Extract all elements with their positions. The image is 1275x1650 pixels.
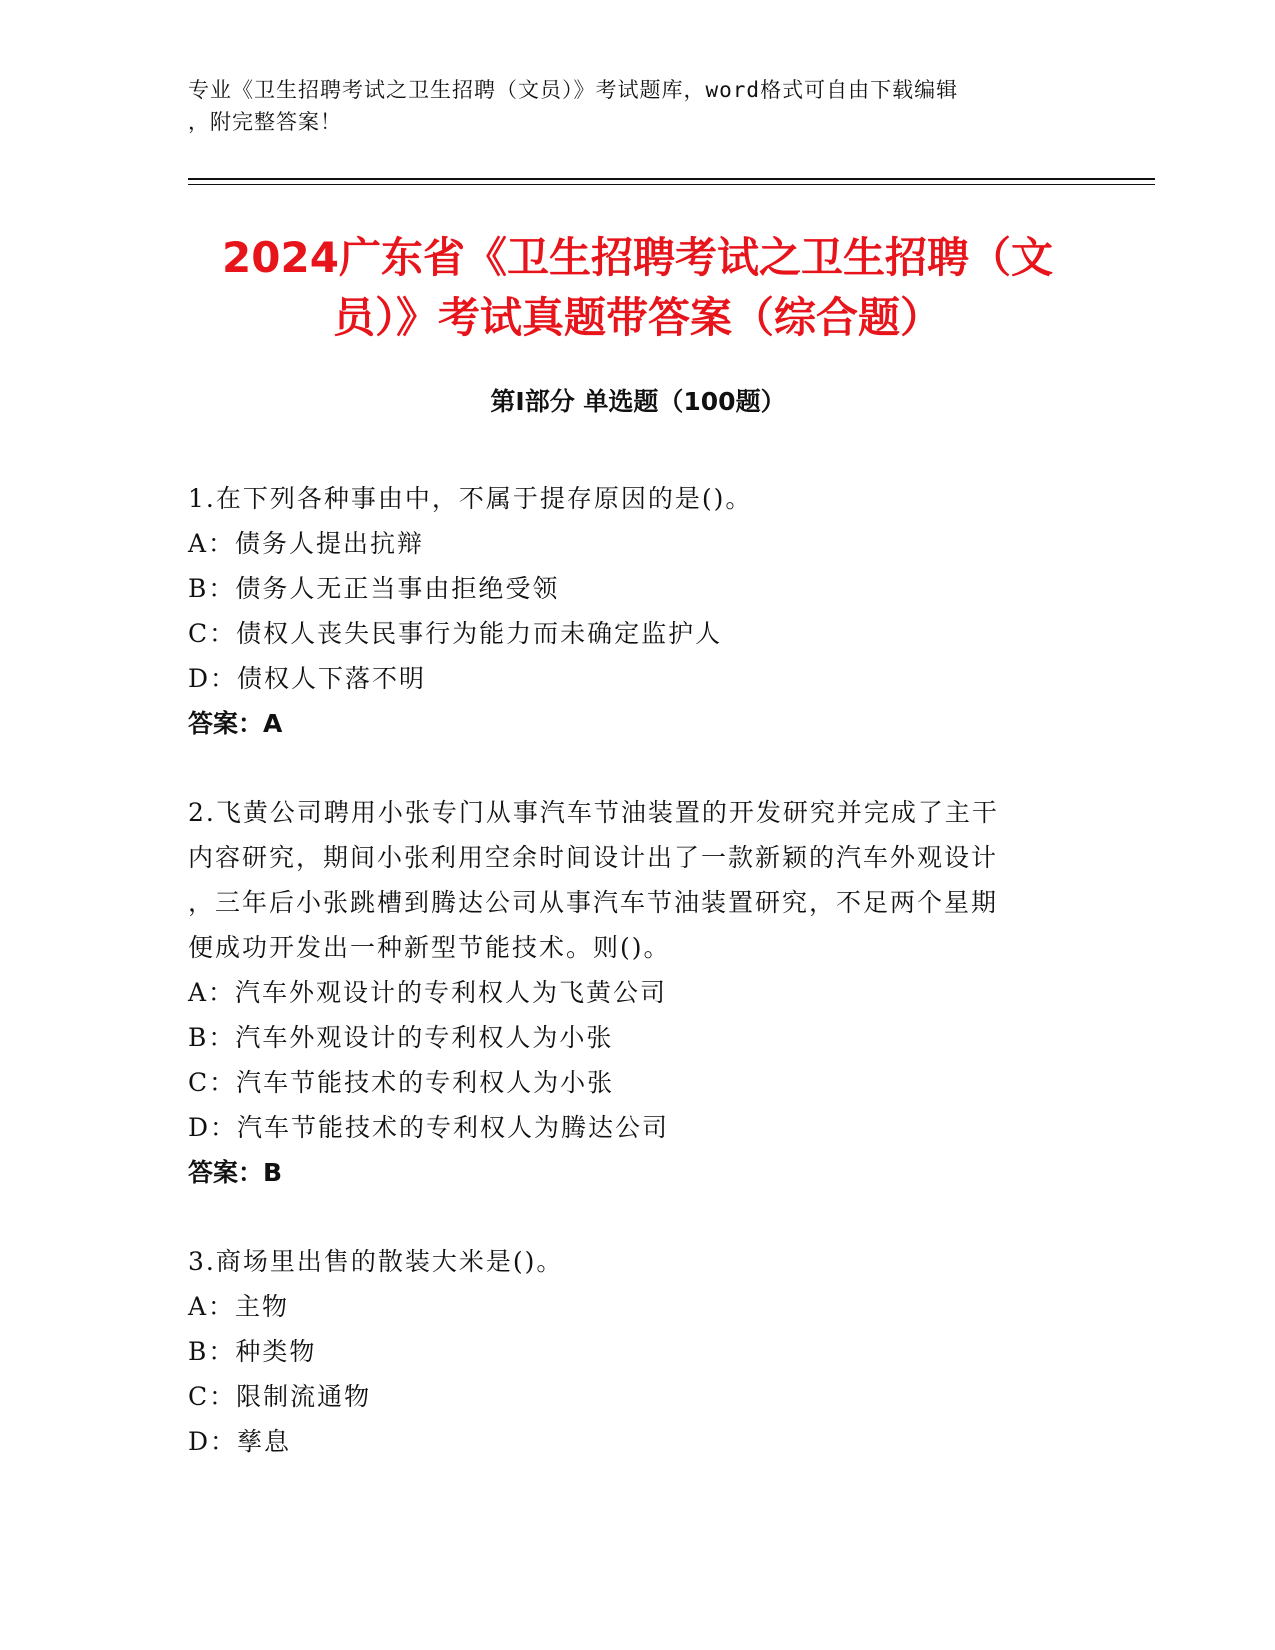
option-b: B：种类物 bbox=[188, 1337, 317, 1366]
header-divider-thin bbox=[188, 184, 1155, 185]
header-divider-thick bbox=[188, 178, 1155, 180]
question-stem-line: 1.在下列各种事由中，不属于提存原因的是()。 bbox=[188, 484, 753, 513]
option-d: D：汽车节能技术的专利权人为腾达公司 bbox=[188, 1113, 670, 1142]
question-stem-line: 内容研究，期间小张利用空余时间设计出了一款新颖的汽车外观设计 bbox=[188, 843, 999, 872]
header-note-line-2: ，附完整答案！ bbox=[188, 110, 342, 134]
question-1 bbox=[188, 476, 1068, 746]
header-note-line-1: 专业《卫生招聘考试之卫生招聘（文员）》考试题库，word格式可自由下载编辑 bbox=[188, 78, 959, 102]
section-title: 第I部分 单选题（100题） bbox=[490, 387, 786, 416]
option-b: B：汽车外观设计的专利权人为小张 bbox=[188, 1023, 614, 1052]
question-stem-line: 3.商场里出售的散装大米是()。 bbox=[188, 1247, 564, 1276]
option-b: B：债务人无正当事由拒绝受领 bbox=[188, 574, 560, 603]
answer: 答案：B bbox=[188, 1158, 283, 1187]
question-list bbox=[188, 476, 1068, 1508]
question-stem-line: 便成功开发出一种新型节能技术。则()。 bbox=[188, 933, 671, 962]
document-title bbox=[170, 228, 1105, 348]
document-title-line-1: 2024广东省《卫生招聘考试之卫生招聘（文 bbox=[222, 233, 1053, 282]
option-d: D：孳息 bbox=[188, 1427, 292, 1456]
question-stem-line: 2.飞黄公司聘用小张专门从事汽车节油装置的开发研究并完成了主干 bbox=[188, 798, 999, 827]
option-c: C：汽车节能技术的专利权人为小张 bbox=[188, 1068, 615, 1097]
option-a: A：债务人提出抗辩 bbox=[188, 529, 425, 558]
option-a: A：汽车外观设计的专利权人为飞黄公司 bbox=[188, 978, 668, 1007]
option-d: D：债权人下落不明 bbox=[188, 664, 427, 693]
question-2 bbox=[188, 790, 1068, 1195]
question-3 bbox=[188, 1239, 1068, 1464]
document-title-line-2: 员）》考试真题带答案（综合题） bbox=[332, 293, 942, 342]
answer: 答案：A bbox=[188, 709, 283, 738]
question-stem-line: ，三年后小张跳槽到腾达公司从事汽车节油装置研究，不足两个星期 bbox=[188, 888, 999, 917]
option-c: C：债权人丧失民事行为能力而未确定监护人 bbox=[188, 619, 723, 648]
option-c: C：限制流通物 bbox=[188, 1382, 372, 1411]
option-a: A：主物 bbox=[188, 1292, 290, 1321]
header-note bbox=[188, 74, 1088, 138]
